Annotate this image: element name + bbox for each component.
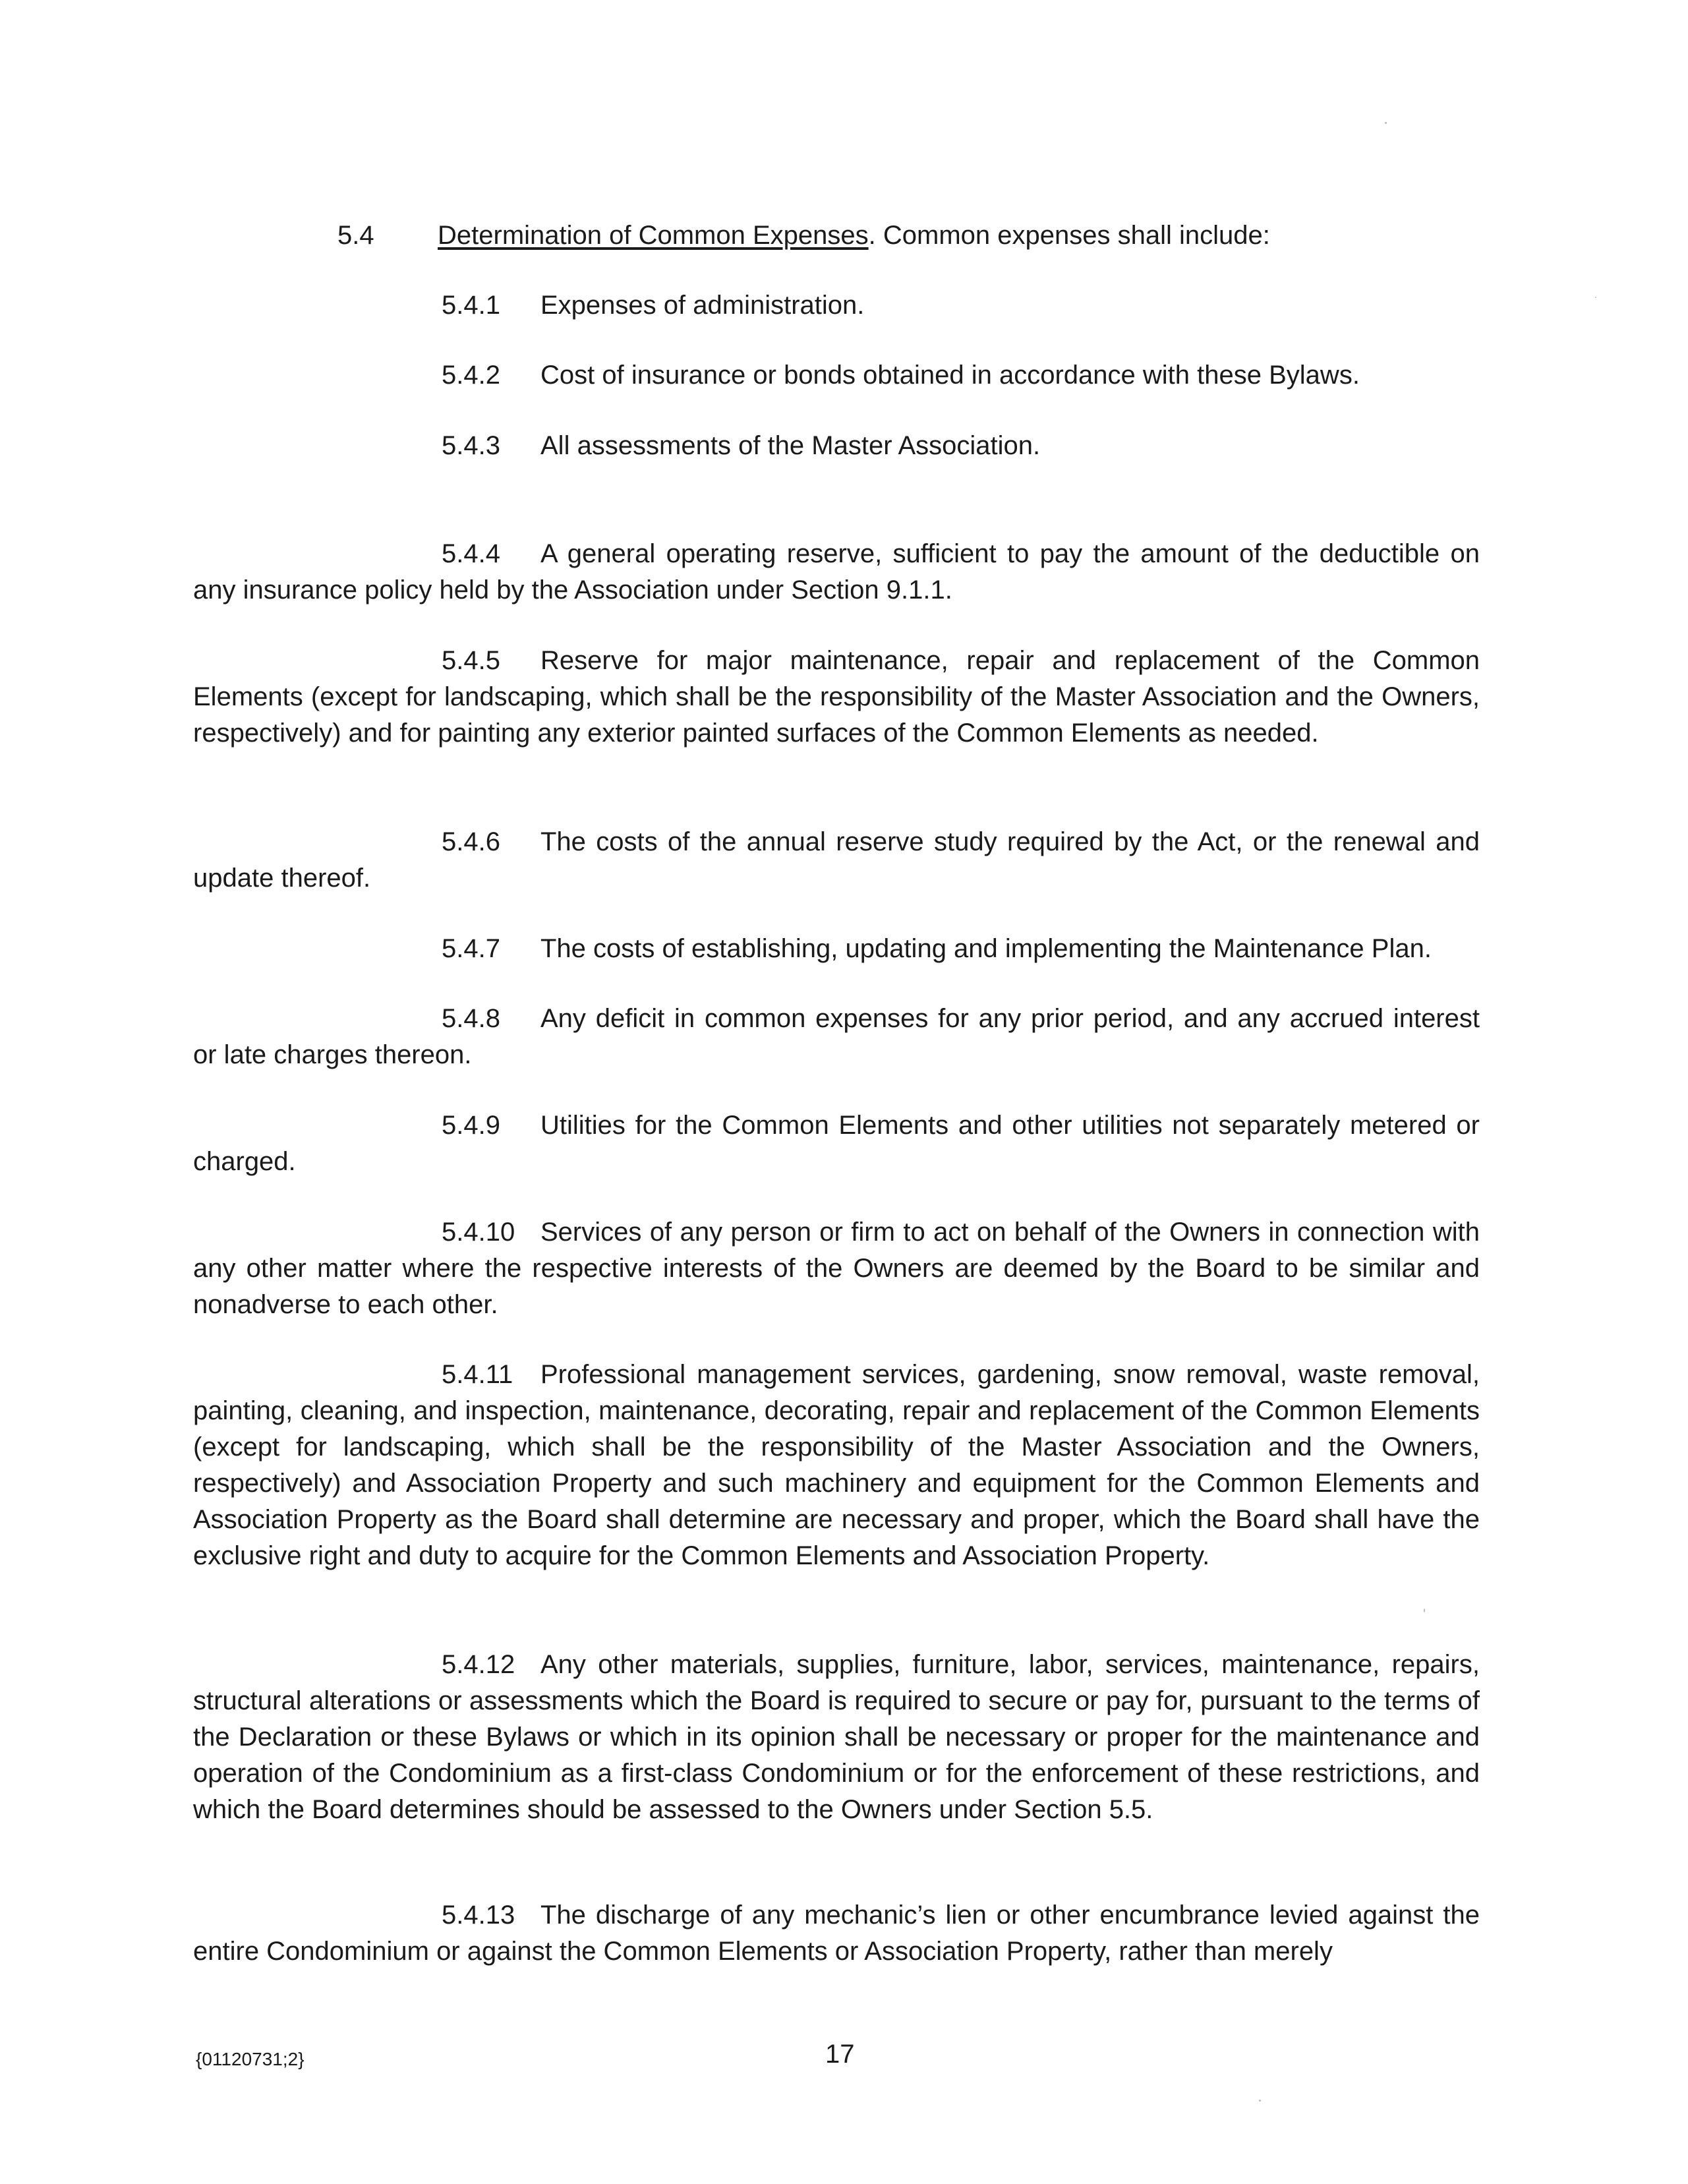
list-item xyxy=(193,536,1480,608)
list-item xyxy=(442,428,1040,464)
list-item xyxy=(442,357,1360,394)
item-number: 5.4.12 xyxy=(442,1650,515,1679)
section-title: Determination of Common Expenses xyxy=(438,221,869,250)
list-item xyxy=(193,1214,1480,1323)
section-intro: . Common expenses shall include: xyxy=(868,221,1270,250)
item-text: Any other materials, supplies, furniture, labor, services, maintenance, repairs, structural alterations or assessments which the Board is required to secure or pay for, pursuant to the terms of the Declaration or these Bylaws or which in its opinion shall be necessary or proper for the maintenance and operation of the Condominium as a first-class Condominium or for the enforcement of these restrictions, and which the Board determines should be assessed to the Owners under Section 5.5. xyxy=(193,1650,1480,1824)
list-item xyxy=(193,1357,1480,1574)
list-item xyxy=(442,931,1432,967)
list-item xyxy=(193,1647,1480,1828)
item-number: 5.4.11 xyxy=(442,1360,513,1389)
section-heading xyxy=(337,218,1270,254)
item-number: 5.4.13 xyxy=(442,1901,515,1930)
item-number: 5.4.7 xyxy=(442,934,500,963)
item-text: Reserve for major maintenance, repair and replacement of the Common Elements (except for landscaping, which shall be the responsibility of the Master Association and the Owners, respectively) and for painting any exterior painted surfaces of the Common Elements as needed. xyxy=(193,646,1480,748)
item-text: The costs of the annual reserve study required by the Act, or the renewal and update thereof. xyxy=(193,827,1480,893)
item-number: 5.4.6 xyxy=(442,827,500,856)
section-number: 5.4 xyxy=(337,221,374,250)
scan-speck xyxy=(1424,1608,1425,1612)
item-text: Cost of insurance or bonds obtained in accordance with these Bylaws. xyxy=(540,361,1360,390)
scan-speck xyxy=(1385,122,1387,124)
item-number: 5.4.1 xyxy=(442,291,500,320)
list-item xyxy=(193,1107,1480,1180)
item-text: All assessments of the Master Association. xyxy=(540,431,1041,460)
item-number: 5.4.2 xyxy=(442,361,500,390)
list-item xyxy=(442,287,864,324)
item-number: 5.4.9 xyxy=(442,1111,500,1140)
item-text: Any deficit in common expenses for any prior period, and any accrued interest or late charges thereon. xyxy=(193,1004,1480,1069)
list-item xyxy=(193,824,1480,897)
list-item xyxy=(193,1001,1480,1073)
item-text: The discharge of any mechanic’s lien or other encumbrance levied against the entire Condominium or against the Common Elements or Association Property, rather than merely xyxy=(193,1901,1480,1966)
item-text: Expenses of administration. xyxy=(540,291,865,320)
page-number: 17 xyxy=(825,2040,855,2069)
item-text: A general operating reserve, sufficient to pay the amount of the deductible on any insurance policy held by the Association under Section 9.1.1. xyxy=(193,539,1480,605)
scan-speck xyxy=(1259,2100,1261,2102)
item-number: 5.4.4 xyxy=(442,539,500,568)
item-number: 5.4.8 xyxy=(442,1004,500,1033)
item-text: Utilities for the Common Elements and other utilities not separately metered or charged. xyxy=(193,1111,1480,1176)
list-item xyxy=(193,643,1480,752)
item-number: 5.4.10 xyxy=(442,1218,515,1247)
item-number: 5.4.3 xyxy=(442,431,500,460)
list-item xyxy=(193,1897,1480,1970)
item-text: The costs of establishing, updating and implementing the Maintenance Plan. xyxy=(540,934,1432,963)
document-code: {01120731;2} xyxy=(196,2049,305,2069)
scan-speck xyxy=(1595,297,1596,298)
item-text: Professional management services, gardening, snow removal, waste removal, painting, cleaning, and inspection, maintenance, decorating, repair and replacement of the Common Elements (except for landscaping, which shall be the responsibility of the Master Association and the Owners, respectively) and Association Property and such machinery and equipment for the Common Elements and Association Property as the Board shall determine are necessary and proper, which the Board shall have the exclusive right and duty to acquire for the Common Elements and Association Property. xyxy=(193,1360,1480,1570)
item-text: Services of any person or firm to act on behalf of the Owners in connection with any other matter where the respective interests of the Owners are deemed by the Board to be similar and nonadverse to each other. xyxy=(193,1218,1480,1319)
item-number: 5.4.5 xyxy=(442,646,500,675)
